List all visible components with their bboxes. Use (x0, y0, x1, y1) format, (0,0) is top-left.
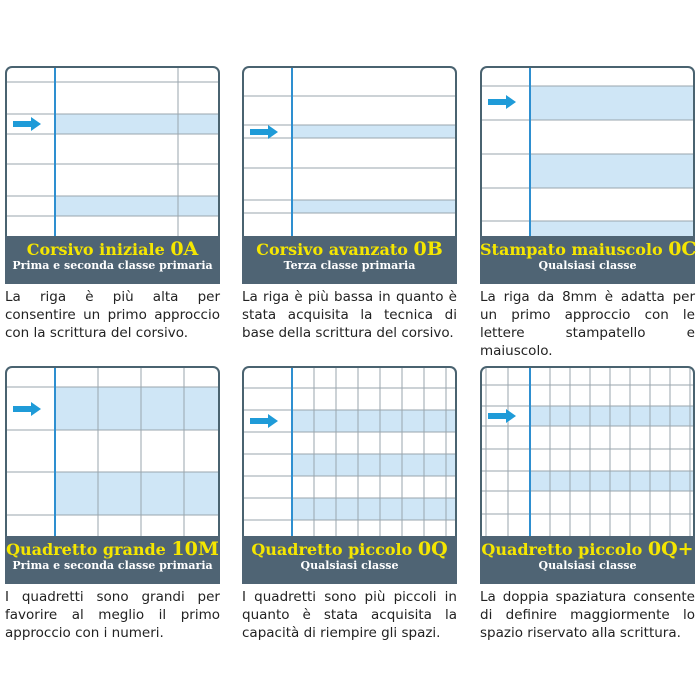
right-arrow-icon (13, 402, 43, 416)
card-label (5, 236, 220, 284)
grid-0Q (244, 368, 455, 538)
ruled-lines-0B (244, 68, 455, 238)
card-subtitle: Qualsiasi classe (300, 559, 399, 572)
card-description: La riga da 8mm è adatta per un primo approccio con le lettere stampatello e maiuscolo. (480, 289, 695, 359)
card-label (242, 536, 457, 584)
card-label (5, 536, 220, 584)
card-title: Corsivo avanzato 0B (256, 238, 443, 260)
card-label (480, 536, 695, 584)
right-arrow-icon (488, 95, 518, 109)
right-arrow-icon (13, 117, 43, 131)
card-title: Stampato maiuscolo 0C (480, 238, 697, 260)
card-description: I quadretti sono grandi per favorire al meglio il primo approccio con i numeri. (5, 589, 220, 641)
card-subtitle: Terza classe primaria (283, 259, 416, 272)
card-description: La doppia spaziatura consente di definire maggiormente lo spazio riservato alla scrittura. (480, 589, 695, 641)
card-title: Quadretto piccolo 0Q+ (481, 538, 694, 560)
grid-10M (7, 368, 218, 538)
right-arrow-icon (250, 414, 280, 428)
card-title: Quadretto piccolo 0Q (251, 538, 448, 560)
card-subtitle: Prima e seconda classe primaria (12, 559, 213, 572)
card-title: Corsivo iniziale 0A (26, 238, 199, 260)
grid-0Q-plus (482, 368, 693, 538)
right-arrow-icon (250, 125, 280, 139)
card-subtitle: Qualsiasi classe (538, 559, 637, 572)
card-description: La riga è più bassa in quanto è stata acquisita la tecnica di base della scrittura del corsivo. (242, 289, 457, 341)
card-label (242, 236, 457, 284)
right-arrow-icon (488, 409, 518, 423)
card-title: Quadretto grande 10M (6, 538, 219, 560)
card-subtitle: Qualsiasi classe (538, 259, 637, 272)
ruled-lines-0A (7, 68, 218, 238)
ruled-lines-0C (482, 68, 693, 238)
card-description: I quadretti sono più piccoli in quanto è stata acquisita la capacità di riempire gli spazi. (242, 589, 457, 641)
card-subtitle: Prima e seconda classe primaria (12, 259, 213, 272)
card-label (480, 236, 695, 284)
card-description: La riga è più alta per consentire un primo approccio con la scrittura del corsivo. (5, 289, 220, 341)
